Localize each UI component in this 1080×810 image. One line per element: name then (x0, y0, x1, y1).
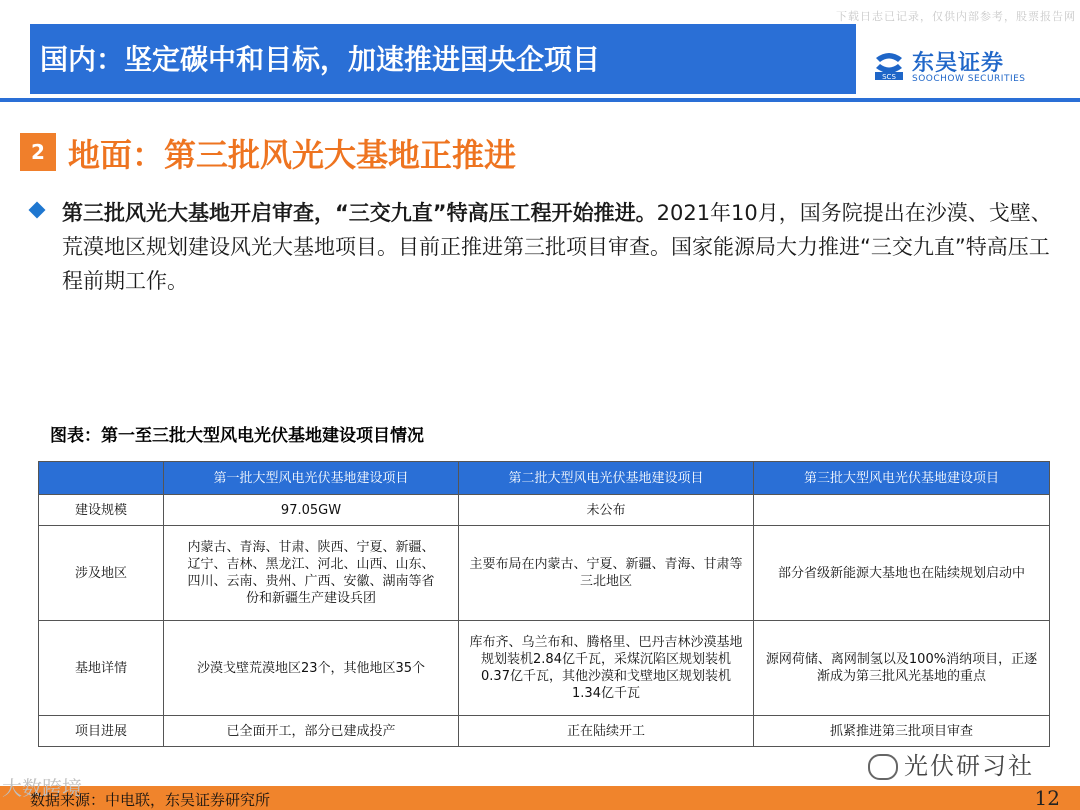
logo-mark-text: SCS (882, 73, 896, 81)
table-cell: 已全面开工，部分已建成投产 (164, 716, 459, 747)
section-number-badge: 2 (20, 133, 56, 171)
social-handle (868, 746, 1034, 781)
logo-mark-icon (872, 48, 906, 82)
logo-name-en: SOOCHOW SECURITIES (912, 74, 1026, 84)
header-divider (0, 98, 1080, 102)
table-row (39, 526, 1050, 621)
table-row (39, 495, 1050, 526)
table-header-row (39, 462, 1050, 495)
row-label: 涉及地区 (39, 526, 164, 621)
page-number: 12 (1034, 786, 1060, 810)
page-title: 国内：坚定碳中和目标，加速推进国央企项目 (40, 43, 601, 76)
table-cell: 主要布局在内蒙古、宁夏、新疆、青海、甘肃等三北地区 (459, 526, 754, 621)
table-header-cell (39, 462, 164, 495)
table-cell: 抓紧推进第三批项目审查 (754, 716, 1050, 747)
table-cell: 源网荷储、离网制氢以及100%消纳项目，正逐渐成为第三批风光基地的重点 (754, 621, 1050, 716)
brand-logo (872, 46, 1032, 88)
table-cell: 部分省级新能源大基地也在陆续规划启动中 (754, 526, 1050, 621)
logo-name-cn: 东吴证券 (912, 51, 1005, 76)
bullet-body: 2021年10月，国务院提出在沙漠、戈壁、荒漠地区规划建设风光大基地项目。目前正推进第三批项目审查。国家能源局大力推进“三交九直”特高压工程前期工作。 (62, 201, 1052, 293)
row-label: 建设规模 (39, 495, 164, 526)
bullet-paragraph (62, 196, 1052, 298)
table-cell: 未公布 (459, 495, 754, 526)
table-cell: 沙漠戈壁荒漠地区23个，其他地区35个 (164, 621, 459, 716)
table-cell: 97.05GW (164, 495, 459, 526)
table-header-cell: 第一批大型风电光伏基地建设项目 (164, 462, 459, 495)
data-source: 数据来源：中电联，东吴证券研究所 (30, 791, 271, 809)
section-title: 地面：第三批风光大基地正推进 (68, 136, 517, 174)
table-header-cell: 第三批大型风电光伏基地建设项目 (754, 462, 1050, 495)
table-cell: 内蒙古、青海、甘肃、陕西、宁夏、新疆、辽宁、吉林、黑龙江、河北、山西、山东、四川、云南、贵州、广西、安徽、湖南等省份和新疆生产建设兵团 (164, 526, 459, 621)
table-cell (754, 495, 1050, 526)
figure-title: 图表：第一至三批大型风电光伏基地建设项目情况 (50, 426, 424, 446)
social-label: 光伏研习社 (904, 752, 1034, 780)
bullet-lead: 第三批风光大基地开启审查，“三交九直”特高压工程开始推进。 (62, 201, 657, 225)
table-header-cell: 第二批大型风电光伏基地建设项目 (459, 462, 754, 495)
corner-watermark: 大数跨境 (2, 776, 82, 800)
table-cell: 库布齐、乌兰布和、腾格里、巴丹吉林沙漠基地规划装机2.84亿千瓦，采煤沉陷区规划装机0.37亿千瓦，其他沙漠和戈壁地区规划装机1.34亿千瓦 (459, 621, 754, 716)
row-label: 基地详情 (39, 621, 164, 716)
watermark: 下载日志已记录，仅供内部参考，股票报告网 (836, 10, 1076, 23)
row-label: 项目进展 (39, 716, 164, 747)
bullet-diamond-icon (29, 202, 46, 219)
table-row (39, 621, 1050, 716)
wechat-icon (868, 754, 898, 780)
table-cell: 正在陆续开工 (459, 716, 754, 747)
projects-table (38, 461, 1050, 747)
table-row (39, 716, 1050, 747)
